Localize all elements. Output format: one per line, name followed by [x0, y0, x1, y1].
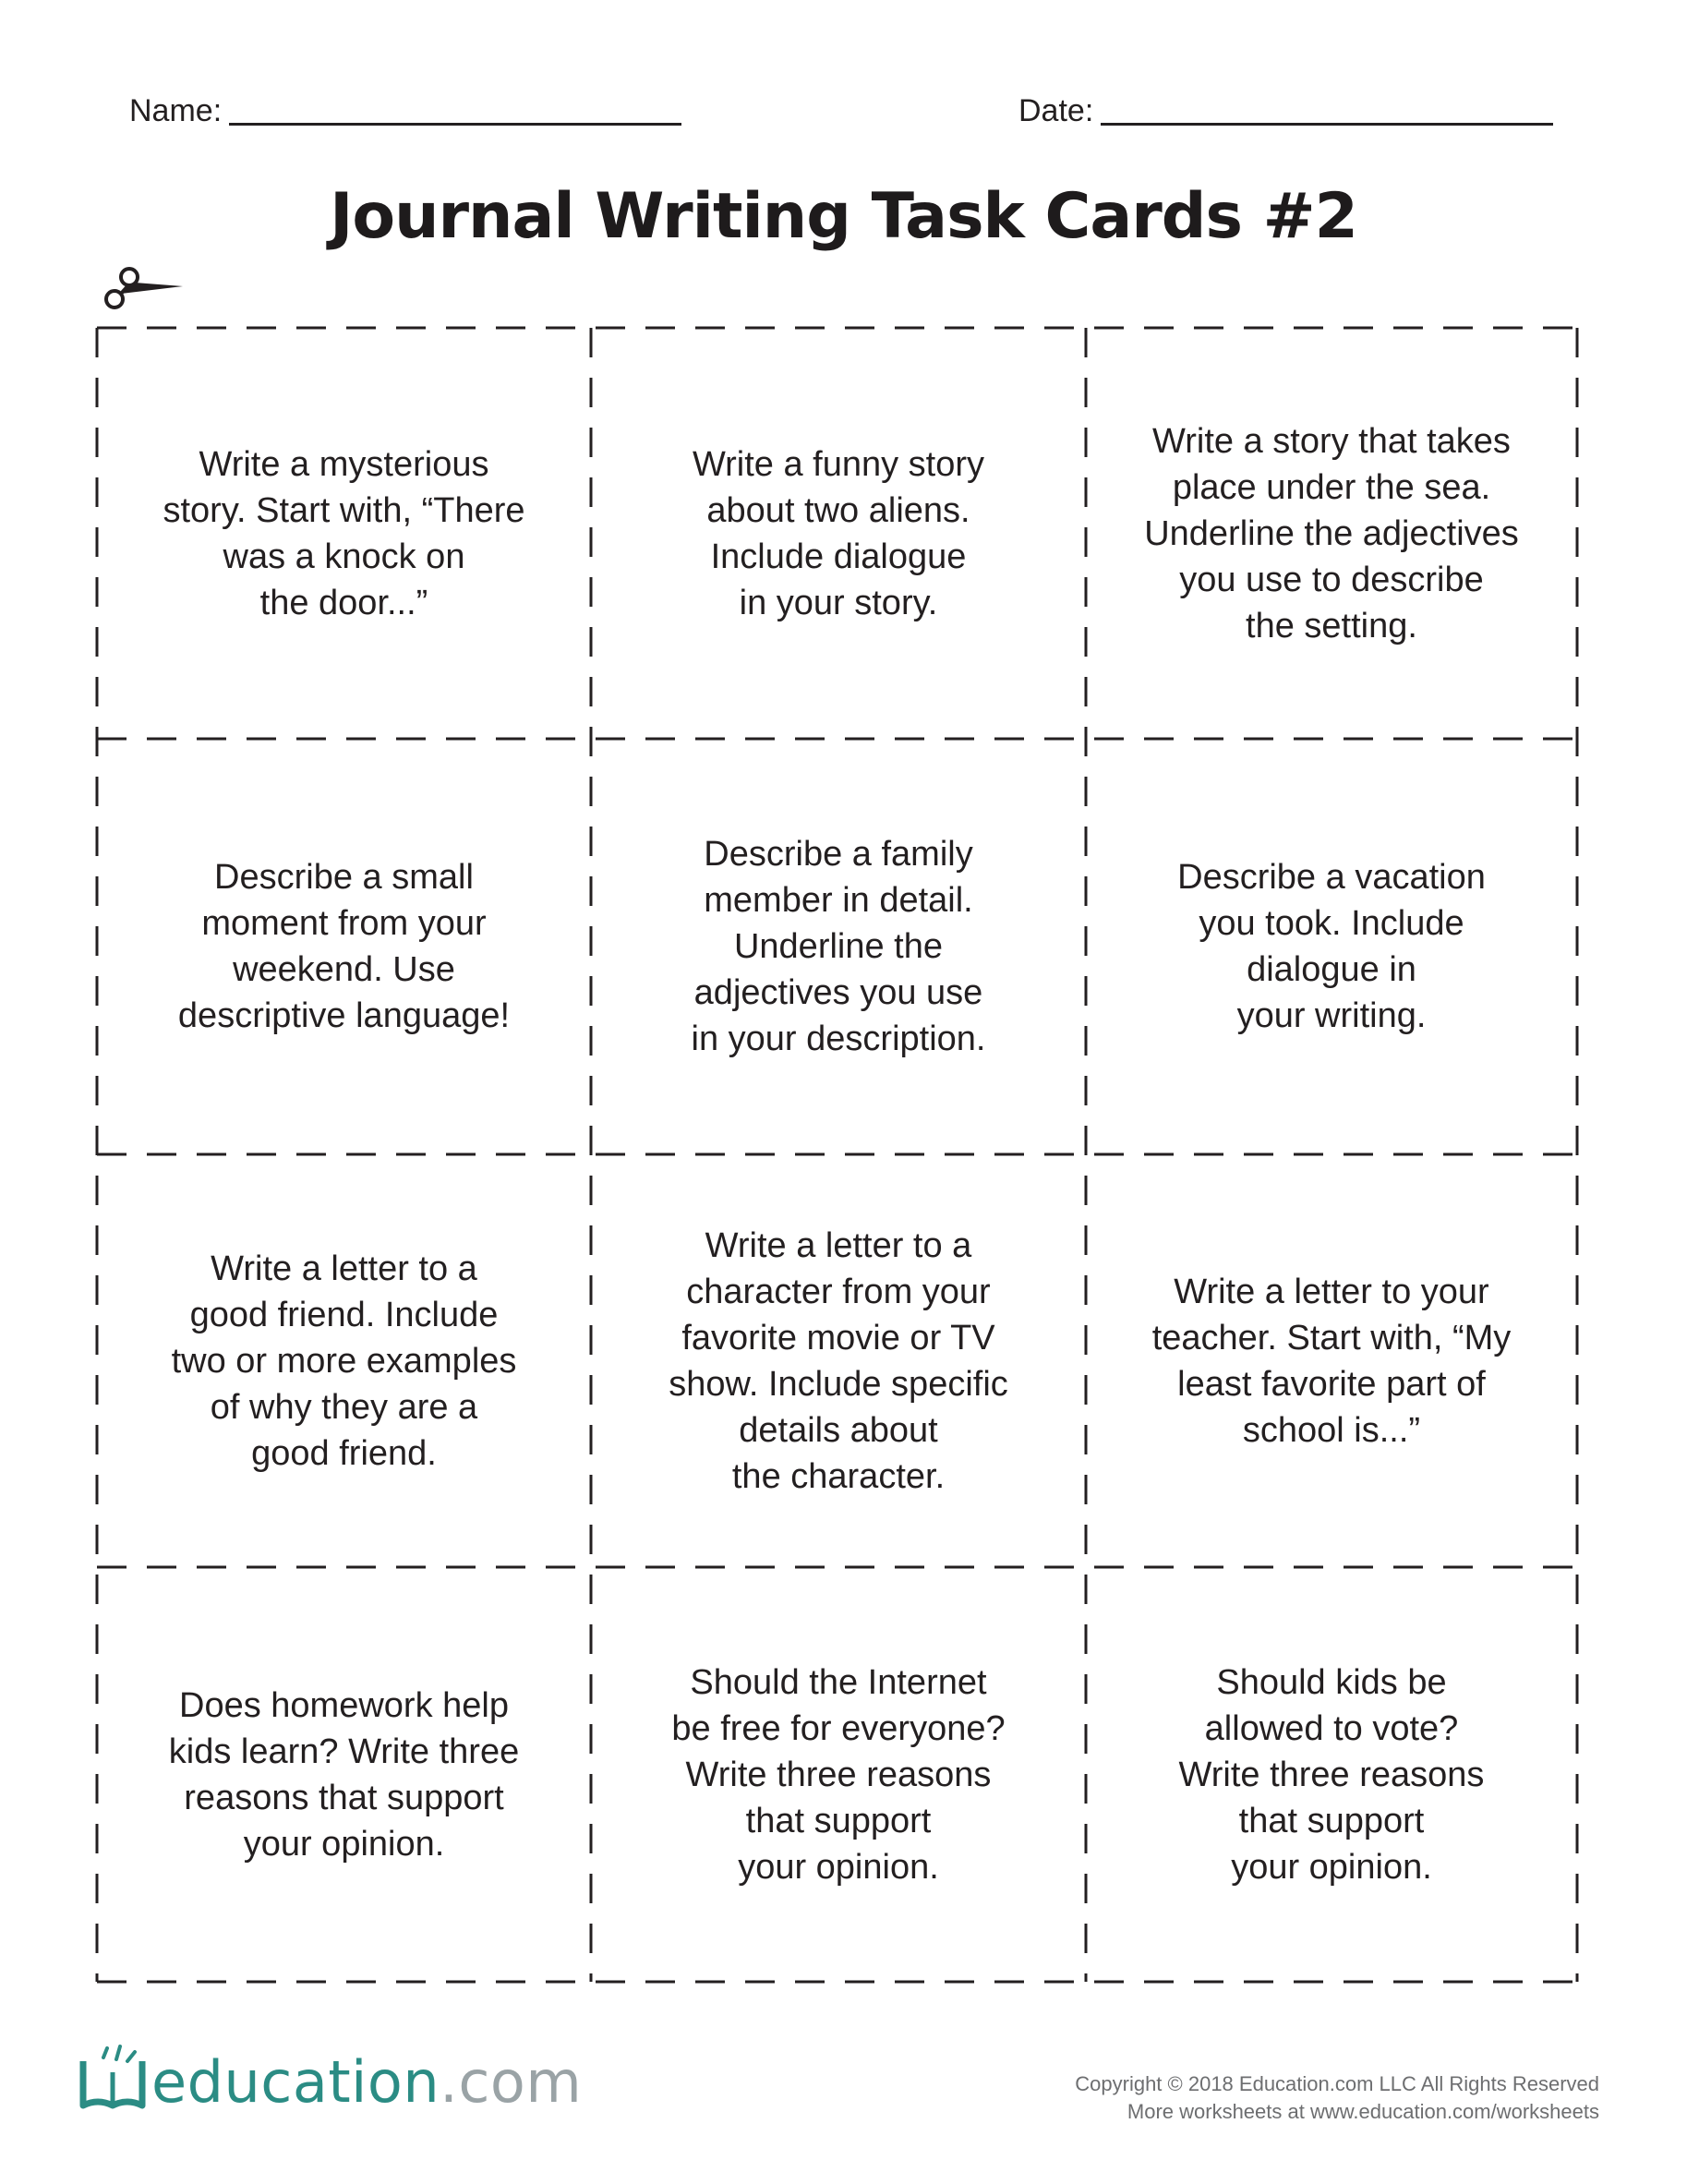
copyright-notice — [1075, 2070, 1599, 2126]
task-card-text: Write a letter to your teacher. Start with, “My least favorite part of school is...” — [1151, 1272, 1512, 1450]
task-card-7 — [97, 1154, 591, 1567]
task-card-8 — [591, 1154, 1086, 1567]
task-card-text: Should kids be allowed to vote? Write three reasons that support your opinion. — [1178, 1662, 1485, 1887]
task-card-3 — [1086, 328, 1577, 739]
task-card-text: Describe a small moment from your weekend. Use descriptive language! — [177, 858, 511, 1035]
task-card-9 — [1086, 1154, 1577, 1567]
task-card-2 — [591, 328, 1086, 739]
worksheets-link[interactable]: More worksheets at www.education.com/worksheets — [1127, 2100, 1599, 2123]
task-card-12 — [1086, 1567, 1577, 1982]
task-card-text: Describe a vacation you took. Include dialogue in your writing. — [1177, 858, 1486, 1035]
task-card-6 — [1086, 739, 1577, 1154]
task-card-4 — [97, 739, 591, 1154]
task-card-text: Write a mysterious story. Start with, “There was a knock on the door...” — [163, 444, 525, 622]
task-card-5 — [591, 739, 1086, 1154]
logo-text-tld: .com — [440, 2048, 583, 2116]
name-label: Name: — [129, 93, 223, 128]
copyright-line: Copyright © 2018 Education.com LLC All Rights Reserved — [1075, 2072, 1599, 2095]
task-card-text: Should the Internet be free for everyone? Write three reasons that support your opinion. — [671, 1662, 1006, 1887]
task-card-text: Write a funny story about two aliens. Include dialogue in your story. — [692, 444, 985, 622]
task-card-11 — [591, 1567, 1086, 1982]
book-icon — [76, 2045, 150, 2115]
task-card-10 — [97, 1567, 591, 1982]
logo-text-main: education — [151, 2048, 440, 2116]
task-card-text: Write a letter to a good friend. Include two or more examples of why they are a good friend. — [171, 1249, 517, 1473]
task-card-text: Write a story that takes place under the sea. Underline the adjectives you use to describe the setting. — [1144, 421, 1519, 646]
task-card-text: Write a letter to a character from your favorite movie or TV show. Include specific details about the character. — [669, 1225, 1008, 1496]
page-title: Journal Writing Task Cards #2 — [330, 180, 1357, 253]
task-card-text: Does homework help kids learn? Write three reasons that support your opinion. — [168, 1685, 520, 1864]
date-label: Date: — [1018, 93, 1094, 128]
education-logo[interactable] — [76, 2041, 582, 2115]
task-card-1 — [97, 328, 591, 739]
task-card-text: Describe a family member in detail. Underline the adjectives you use in your description. — [691, 835, 986, 1058]
